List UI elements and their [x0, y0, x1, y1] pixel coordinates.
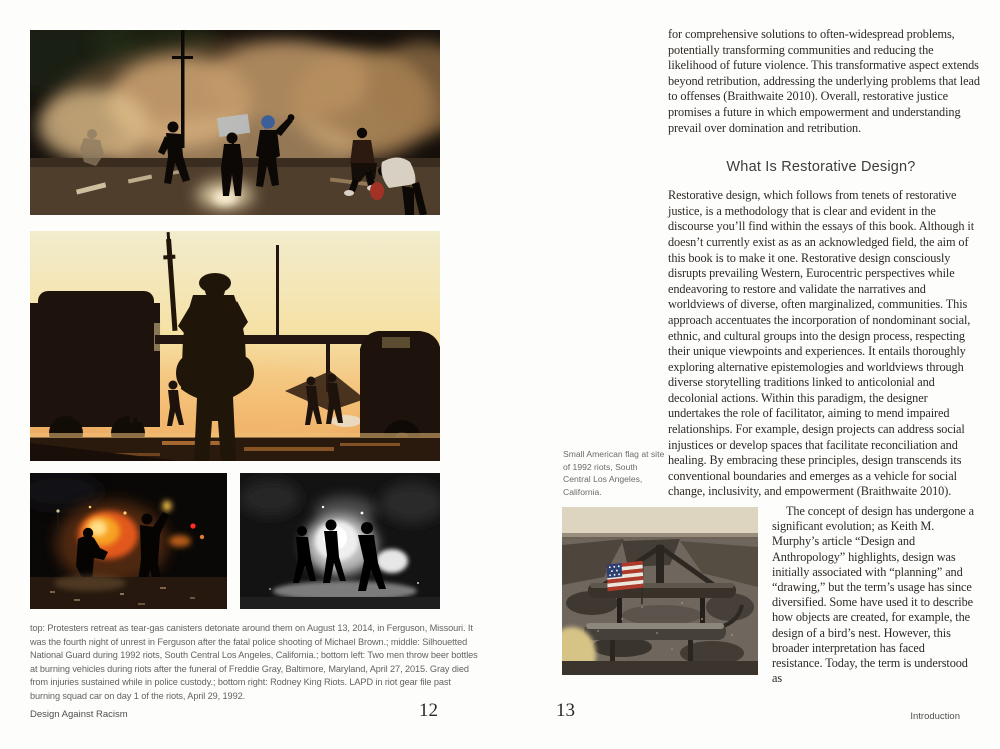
page-number-left: 12 — [419, 700, 438, 721]
street-light — [56, 509, 59, 512]
paragraph-restorative-design: Restorative design, which follows from tenets of restorative justice, is a methodology that is clear and evident in the discourse you’ll find within the essays of this book. Although it doesn’t currently exist as as an acknowledged field, the aim of this book is to make it one. Restorative design consciously disrupts prevailing Western, Eurocentric perspectives while endeavoring to restore and validate the narratives and worldviews of diverse, often marginalized, communities. This approach accentuates the incorporation of nondominant social, ethnic, and cultural groups into the design process, respecting their unique viewpoints and experiences. It entails thoroughly exploring alternative epistemologies and worldviews through diverse storytelling traditions linked to anticolonial and decolonial actions. Within this paradigm, the designer undertakes the role of facilitator, aiming to mend impaired relationships. For example, design projects can address social injustices or develop spaces that facilitate reconciliation and healing. By embracing these principles, design transcends its conventional boundaries and emerges as a vehicle for social change, inclusivity, and empowerment (Braithwaite 2010). — [668, 188, 975, 499]
traffic-light — [190, 523, 195, 528]
wrap-section — [563, 449, 980, 686]
photo-ferguson-protest — [30, 30, 440, 215]
trees — [240, 480, 300, 516]
debris-ground — [30, 575, 227, 609]
pale-wall — [562, 507, 758, 537]
section-heading: What Is Restorative Design? — [726, 159, 916, 176]
paragraph-restorative-justice: for comprehensive solutions to often-widespread problems, potentially transforming communities and reducing the likelihood of future violence. This transformative aspect extends beyond retribution, addressing the underlying problems that lead to offenses (Braithwaite 2010). Overall, restorative justice promises a future in which empowerment and understanding prevail over domination and retribution. — [668, 27, 980, 135]
military-truck-left — [30, 291, 160, 450]
book-title-footer: Design Against Racism — [30, 709, 128, 720]
photo-national-guard — [30, 231, 440, 461]
photo-rodney-king-riots — [240, 473, 440, 609]
pole — [276, 245, 279, 337]
page-number-right: 13 — [556, 700, 575, 721]
flag-photo-caption: Small American flag at site of 1992 riots, South Central Los Angeles, California. — [563, 449, 665, 497]
photo-captions: top: Protesters retreat as tear-gas canisters detonate around them on August 13, 2014, in Ferguson, Missouri. It was the fourth night of unrest in Ferguson after the fatal police shooting of Michael Brown.; middle: Silhouetted National Guard during 1992 riots, South Central Los Angeles, California.; bottom left: Two men throw beer bottles at burning vehicles during riots after the funeral of Freddie Gray, Baltimore, Maryland, April 27, 2015. Gray died from injuries sustained while in police custody.; bottom right: Rodney King Riots. LAPD in riot gear file past burning squad car on day 1 of the riots, April 29, 1992. — [30, 623, 478, 701]
photo-baltimore-riot-fire — [30, 473, 227, 609]
utility-pole — [181, 30, 185, 148]
photo-american-flag-riot-site — [562, 507, 758, 675]
chapter-footer: Introduction — [910, 711, 960, 722]
paragraph-design-concept: The concept of design has undergone a significant evolution; as Keith M. Murphy’s article “Design and Anthropology” highlights, design was initially associated with “planning” and “drawing,” but the term’s usage has since diversified. Some have used it to describe how objects are created, for example, the design of a bird’s nest. However, this broader interpretation has faced resistance. Today, the term is understood as — [772, 504, 974, 686]
text-column — [563, 27, 980, 686]
